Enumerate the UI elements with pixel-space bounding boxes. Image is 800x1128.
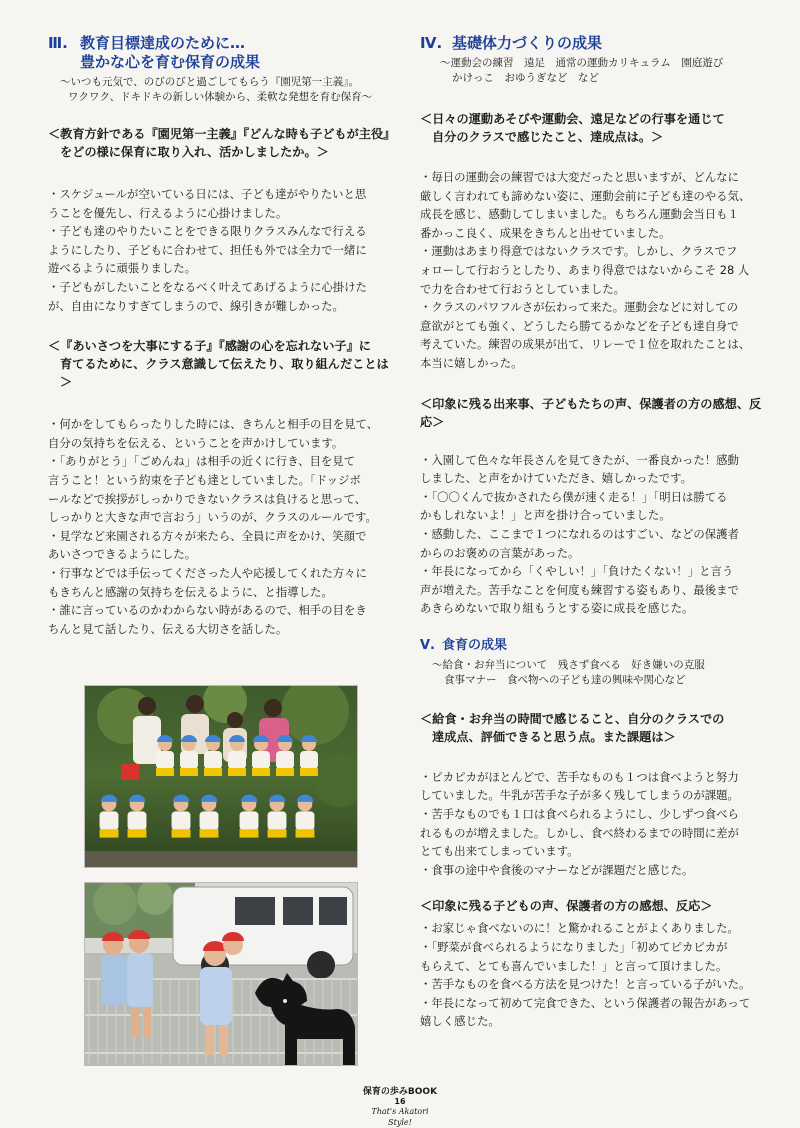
text-line: 成長を感じ、感動してしまいました。もちろん運動会当日も１ (420, 207, 739, 222)
section-3-subtitle (48, 75, 396, 105)
text-line: ・見学など来園される方々が来たら、全員に声をかけ、笑顔で (48, 528, 367, 543)
section-3-number: Ⅲ. (48, 34, 68, 52)
text-line: 声が増えた。苦手なことを何度も練習する姿もあり、最後まで (420, 582, 739, 597)
text-line: ・「〇〇くんで抜かされたら僕が速く走る！」「明日は勝てる (420, 489, 728, 504)
section-4-subtitle-line1: 〜運動会の練習 遠足 通常の運動カリキュラム 園庭遊び (440, 57, 724, 69)
text-line: 遊べるように頑張りました。 (48, 261, 197, 276)
question-1-line: ＜教育方針である『園児第一主義』『どんな時も子どもが主役』 (48, 127, 396, 141)
goat-feeding-photo-image (85, 883, 357, 1065)
section-3-subtitle-line2: ワクワク、ドキドキの新しい体験から、柔軟な発想を育む保育〜 (68, 91, 373, 103)
question-6 (420, 897, 772, 915)
class-group-photo (84, 685, 358, 868)
text-line: あいさつできるようにした。 (48, 547, 197, 562)
text-line: していました。牛乳が苦手な子が多く残してしまうのが課題。 (420, 788, 739, 803)
question-1 (48, 125, 396, 161)
text-line: ・苦手なものを食べる方法を見つけた！と言っている子がいた。 (420, 977, 751, 992)
page-number: 16 (394, 1097, 406, 1106)
answer-6 (420, 919, 772, 1031)
question-4-line: ＜印象に残る出来事、子どもたちの声、保護者の方の感想、反応＞ (420, 396, 762, 429)
answer-4 (420, 451, 772, 618)
footer-tagline: That's Akatori Style! (371, 1107, 429, 1127)
text-line: ・誰に言っているのかわからない時があるので、相手の目をき (48, 603, 367, 618)
section-5-title: 食育の成果 (442, 637, 508, 653)
text-line: が、自由になりすぎてしまうので、線引きが難しかった。 (48, 298, 344, 313)
text-line: ・年長になって初めて完食できた、という保護者の報告があって (420, 995, 751, 1010)
answer-1 (48, 185, 396, 315)
page-footer (360, 1087, 440, 1128)
section-5-subtitle-line2: 食事マナー 食べ物への子ども達の興味や関心など (444, 673, 686, 686)
text-line: しました、と声をかけていただき、嬉しかったです。 (420, 471, 693, 486)
text-line: ールなどで挨拶がしっかりできないクラスは負けると思って、 (48, 491, 367, 506)
section-4-title: 基礎体力づくりの成果 (452, 34, 603, 52)
text-line: もらえて、とても喜んでいました！」と言って頂けました。 (420, 958, 728, 973)
text-line: ・入園して色々な年長さんを見てきたが、一番良かった！感動 (420, 452, 739, 467)
section-5-subtitle-line1: 〜給食・お弁当について 残さず食べる 好き嫌いの克服 (432, 658, 705, 671)
text-line: 自分の気持ちを伝える、ということを声かけしています。 (48, 435, 344, 450)
text-line: あきらめないで取り組もうとする姿に成長を感じた。 (420, 601, 694, 616)
text-line: で力を合わせて行おうとしていました。 (420, 281, 626, 296)
text-line: うことを優先し、行えるように心掛けました。 (48, 205, 288, 220)
section-5-heading (420, 636, 772, 655)
section-5-number: Ⅴ. (420, 637, 435, 653)
text-line: 意欲がとても強く、どうしたら勝てるかなどを子ども達自身で (420, 318, 739, 333)
text-line: ・年長になってから「くやしい！」「負けたくない！」と言う (420, 564, 734, 579)
class-group-photo-image (85, 686, 357, 867)
section-4-subtitle-line2: かけっこ おゆうぎなど など (452, 72, 599, 84)
text-line: かもしれないよ！」と声を掛け合っていました。 (420, 508, 671, 523)
text-line: ・苦手なものでも１口は食べられるようにし、少しずつ食べら (420, 807, 739, 822)
text-line: 番かっこ良く、成果をきちんと出せていました。 (420, 225, 671, 240)
section-3-heading (48, 34, 396, 72)
answer-5 (420, 768, 772, 880)
text-line: 嬉しく感じた。 (420, 1014, 500, 1029)
question-3 (420, 110, 772, 146)
text-line: ・子ども達のやりたいことをできる限りクラスみんなで行える (48, 224, 367, 239)
text-line: ・運動はあまり得意ではないクラスです。しかし、クラスでフ (420, 244, 738, 259)
answer-3 (420, 168, 772, 373)
answer-2 (48, 415, 396, 638)
right-column (420, 34, 772, 1031)
text-line: ・食事の途中や食後のマナーなどが課題だと感じた。 (420, 862, 694, 877)
text-line: 考えていた。練習の成果が出て、リレーで１位を取れたことは、 (420, 337, 751, 352)
text-line: れるものが増えました。しかし、食べ終わるまでの時間に差が (420, 825, 739, 840)
left-column (48, 34, 396, 638)
section-3-title-line2: 豊かな心を育む保育の成果 (80, 53, 261, 71)
section-4-subtitle (420, 56, 772, 86)
text-line: ちんと見て話したり、伝える大切さを話した。 (48, 621, 288, 636)
question-3-line: ＜日々の運動あそびや運動会、遠足などの行事を通じて (420, 112, 725, 126)
text-line: ・「ありがとう」「ごめんね」は相手の近くに行き、目を見て (48, 454, 356, 469)
text-line: からのお褒めの言葉があった。 (420, 545, 580, 560)
text-line: ・感動した、ここまで１つになれるのはすごい、などの保護者 (420, 526, 739, 541)
text-line: 本当に嬉しかった。 (420, 355, 523, 370)
text-line: しっかりと大きな声で言おう」いうのが、クラスのルールです。 (48, 510, 377, 525)
text-line: 厳しく言われても諦めない姿に、運動会前に子ども達のやる気、 (420, 188, 751, 203)
text-line: ォローして行おうとしたり、あまり得意ではないからこそ 28 人 (420, 262, 750, 277)
text-line: 言うこと！という約束を子ども達としていました。「ドッジボ (48, 472, 361, 487)
text-line: ・行事などでは手伝ってくださった人や応援してくれた方々に (48, 565, 367, 580)
section-4-number: Ⅳ. (420, 34, 443, 52)
question-4 (420, 395, 772, 431)
question-6-line: ＜印象に残る子どもの声、保護者の方の感想、反応＞ (420, 899, 713, 914)
question-5-line: 達成点、評価できると思う点。また課題は＞ (432, 729, 676, 744)
section-3-subtitle-line1: 〜いつも元気で、のびのびと過ごしてもらう『園児第一主義』。 (60, 76, 360, 88)
question-2-line: 育てるために、クラス意識して伝えたり、取り組んだことは＞ (60, 357, 389, 390)
footer-title: 保育の歩みBOOK (362, 1087, 438, 1097)
text-line: もきちんと感謝の気持ちを伝えるように、と指導した。 (48, 584, 333, 599)
text-line: ようにしたり、子どもに合わせて、担任も外では全力で一緒に (48, 242, 367, 257)
text-line: ・何かをしてもらったりした時には、きちんと相手の目を見て、 (48, 417, 379, 432)
text-line: とても出来てしまっています。 (420, 844, 579, 859)
section-3-title-line1: 教育目標達成のために… (80, 34, 246, 52)
text-line: ・子どもがしたいことをなるべく叶えてあげるように心掛けた (48, 279, 367, 294)
text-line: ・お家じゃ食べないのに！と驚かれることがよくありました。 (420, 921, 739, 936)
goat-feeding-photo (84, 882, 358, 1066)
question-1-line: をどの様に保育に取り入れ、活かしましたか。＞ (60, 145, 329, 159)
question-2 (48, 337, 396, 391)
question-3-line: 自分のクラスで感じたこと、達成点は。＞ (432, 130, 664, 144)
section-4-heading (420, 34, 772, 53)
question-2-line: ＜『あいさつを大事にする子』『感謝の心を忘れない子』に (48, 339, 371, 354)
question-5-line: ＜給食・お弁当の時間で感じること、自分のクラスでの (420, 711, 725, 726)
text-line: ・スケジュールが空いている日には、子ども達がやりたいと思 (48, 187, 367, 201)
question-5 (420, 710, 772, 746)
text-line: ・クラスのパワフルさが伝わって来た。運動会などに対しての (420, 300, 739, 315)
section-5-subtitle (420, 658, 772, 688)
text-line: ・「野菜が食べられるようになりました」「初めてピカピカが (420, 940, 728, 955)
text-line: ・ピカピカがほとんどで、苦手なものも１つは食べようと努力 (420, 769, 739, 784)
text-line: ・毎日の運動会の練習では大変だったと思いますが、どんなに (420, 170, 739, 184)
